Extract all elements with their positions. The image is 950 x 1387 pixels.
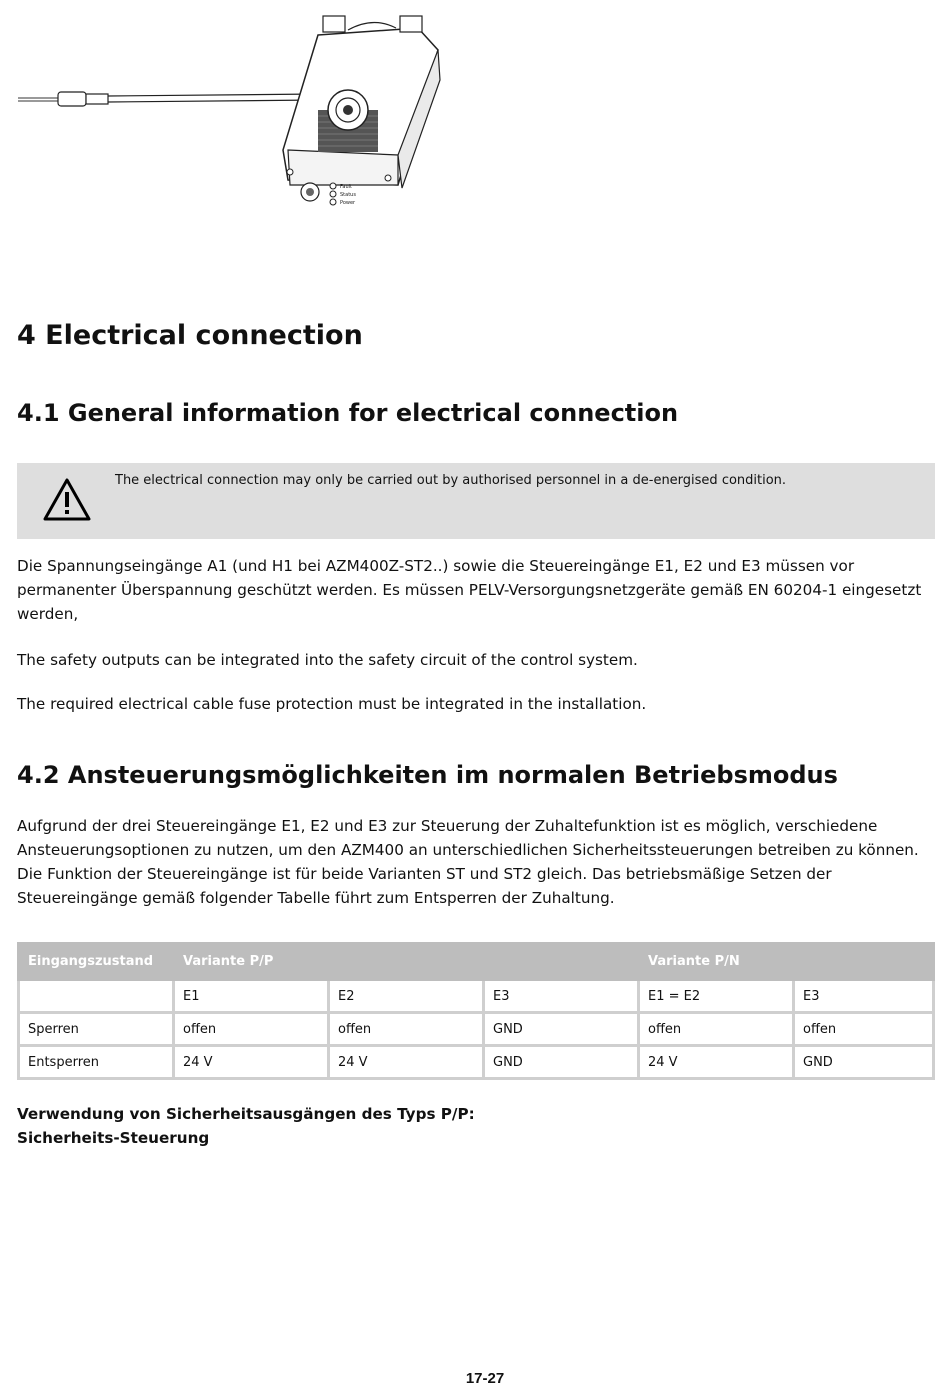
table-cell: GND (484, 1013, 639, 1046)
note-line-2: Sicherheits-Steuerung (17, 1129, 210, 1147)
table-subheader-row (19, 980, 934, 1013)
table-header-row (19, 944, 934, 980)
paragraph-overvoltage: Die Spannungseingänge A1 (und H1 bei AZM400Z-ST2..) sowie die Steuereingänge E1, E2 und E3 müssen vor permanenter Überspannung geschützt werden. Es müssen PELV-Versorgungsnetzgeräte gemäß EN 60204-1 eingesetzt werden, (17, 557, 922, 623)
table-cell: 24 V (639, 1046, 794, 1079)
table-cell: GND (794, 1046, 934, 1079)
paragraph-fuse-protection: The required electrical cable fuse protection must be integrated in the installation. (17, 695, 647, 713)
page-number: 17-27 (465, 1370, 505, 1387)
table-cell: E2 (329, 980, 484, 1013)
led-label-power: Power (340, 200, 356, 206)
table-cell: E1 = E2 (639, 980, 794, 1013)
paragraph-control-inputs: Aufgrund der drei Steuereingänge E1, E2 und E3 zur Steuerung der Zuhaltefunktion ist es möglich, verschiedene Ansteuerungsoptionen zu nutzen, um den AZM400 an unterschiedlichen Sicherheitssteuerungen betreiben zu können. Die Funktion der Steuereingänge ist für beide Varianten ST und ST2 gleich. Das betriebsmäßige Setzen der Steuereingänge gemäß folgender Tabelle führt zum Entsperren der Zuhaltung. (17, 817, 919, 907)
table-cell: Entsperren (19, 1046, 174, 1079)
table-header-cell: Variante P/N (639, 944, 934, 980)
device-illustration (18, 10, 443, 215)
table-cell: GND (484, 1046, 639, 1079)
safety-output-note (17, 1102, 475, 1150)
table-header-cell: Variante P/P (174, 944, 639, 980)
table-cell: 24 V (329, 1046, 484, 1079)
table-header-cell: Eingangszustand (19, 944, 174, 980)
table-cell: E1 (174, 980, 329, 1013)
heading-electrical-connection: 4 Electrical connection (17, 320, 363, 351)
paragraph-safety-outputs: The safety outputs can be integrated into the safety circuit of the control system. (17, 651, 638, 669)
table-cell: 24 V (174, 1046, 329, 1079)
table-cell: offen (329, 1013, 484, 1046)
led-label-fault: Fault (340, 184, 352, 190)
table-cell: E3 (484, 980, 639, 1013)
table-row (19, 1046, 934, 1079)
warning-triangle-icon (42, 477, 92, 522)
input-state-table (17, 942, 935, 1080)
warning-box (17, 463, 935, 539)
led-label-status: Status (340, 192, 356, 198)
table-row (19, 1013, 934, 1046)
heading-control-options: 4.2 Ansteuerungsmöglichkeiten im normalen Betriebsmodus (17, 761, 838, 789)
table-cell: offen (794, 1013, 934, 1046)
table-cell: offen (639, 1013, 794, 1046)
heading-general-information: 4.1 General information for electrical connection (17, 399, 679, 427)
table-cell: offen (174, 1013, 329, 1046)
table-cell: Sperren (19, 1013, 174, 1046)
table-cell: E3 (794, 980, 934, 1013)
note-line-1: Verwendung von Sicherheitsausgängen des Typs P/P: (17, 1105, 475, 1123)
table-cell (19, 980, 174, 1013)
warning-text: The electrical connection may only be carried out by authorised personnel in a de-energised condition. (115, 473, 787, 488)
